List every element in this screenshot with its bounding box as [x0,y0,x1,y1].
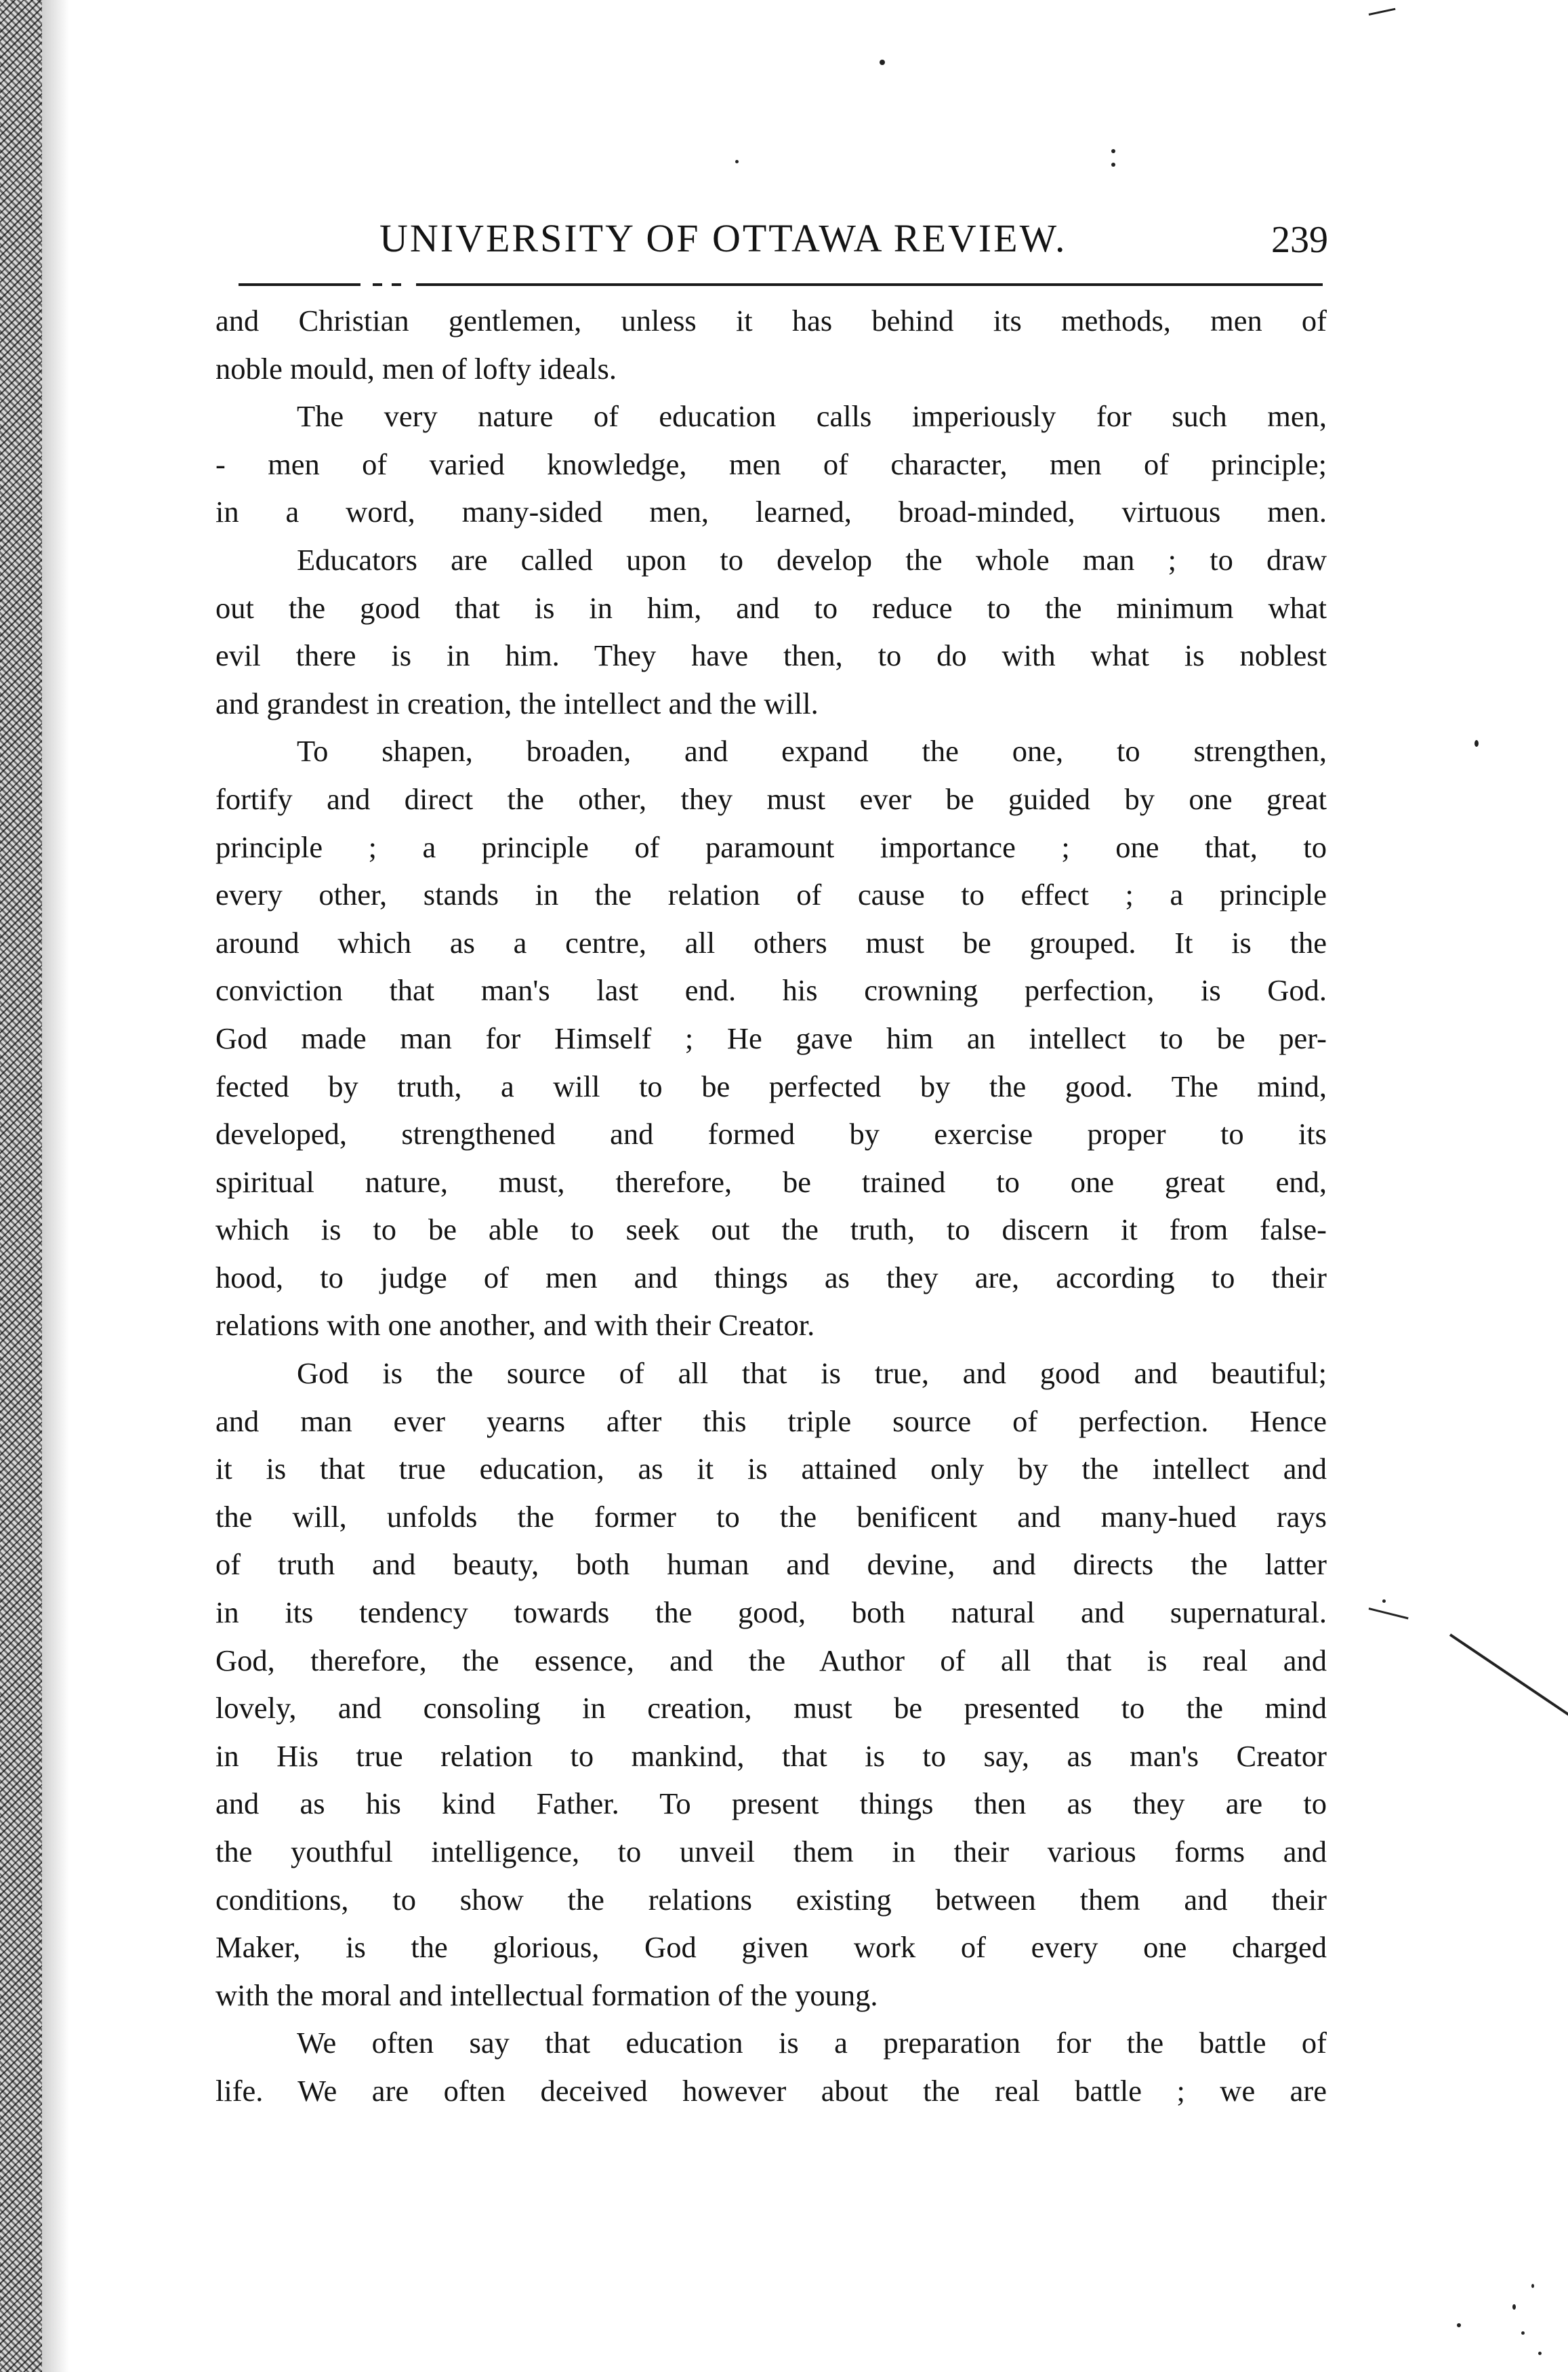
paragraph [215,727,1327,1349]
scan-speck [1474,740,1479,747]
text-line: it is that true education, as it is attained only by the intellect and [215,1452,1327,1486]
text-line: evil there is in him. They have then, to do with what is noblest [215,638,1327,673]
text-line: out the good that is in him, and to reduce to the minimum what [215,590,1327,625]
text-line: - men of varied knowledge, men of character, men of principle; [215,447,1327,481]
paragraph [215,297,1327,392]
paragraph [215,536,1327,727]
binding-shadow [42,0,69,2372]
text-line: developed, strengthened and formed by exercise proper to its [215,1117,1327,1151]
running-title: UNIVERSITY OF OTTAWA REVIEW. [379,216,1067,260]
scan-stroke [1369,1608,1409,1619]
text-line: fortify and direct the other, they must ever be guided by one great [215,781,1327,816]
scan-speck [1521,2331,1525,2335]
text-line: Maker, is the glorious, God given work of every one charged [215,1930,1327,1965]
paragraph [215,2019,1327,2114]
scan-speck [1382,1599,1386,1603]
text-line: lovely, and consoling in creation, must be presented to the mind [215,1691,1327,1725]
paragraph [215,1349,1327,2019]
text-line: conditions, to show the relations existing between them and their [215,1882,1327,1917]
text-line: which is to be able to seek out the truth, to discern it from false- [215,1212,1327,1247]
scan-speck [1512,2304,1516,2310]
text-line: The very nature of education calls imperiously for such men, [297,399,1327,434]
running-header [379,216,1328,270]
paragraph [215,392,1327,536]
text-line: the will, unfolds the former to the benificent and many-hued rays [215,1499,1327,1534]
text-line: and man ever yearns after this triple source of perfection. Hence [215,1404,1327,1438]
scan-speck [1531,2284,1534,2288]
text-line: life. We are often deceived however about the real battle ; we are [215,2073,1327,2108]
text-line: noble mould, men of lofty ideals. [215,351,617,386]
text-line: in its tendency towards the good, both natural and supernatural. [215,1595,1327,1630]
text-line: God is the source of all that is true, and good and beautiful; [297,1356,1327,1391]
text-line: every other, stands in the relation of cause to effect ; a principle [215,878,1327,912]
text-line: hood, to judge of men and things as they are, according to their [215,1260,1327,1294]
text-line: the youthful intelligence, to unveil them in their various forms and [215,1835,1327,1868]
scan-speck [1111,149,1115,153]
text-line: relations with one another, and with their Creator. [215,1308,815,1343]
text-line: spiritual nature, must, therefore, be trained to one great end, [215,1164,1327,1199]
text-line: fected by truth, a will to be perfected by the good. The mind, [215,1069,1327,1103]
header-rule [239,283,1323,286]
page-number: 239 [1271,219,1328,261]
body-text [215,297,1327,2115]
text-line: in His true relation to mankind, that is to say, as man's Creator [215,1738,1327,1773]
scan-speck [735,160,739,163]
text-line: We often say that education is a preparation for the battle of [297,2026,1327,2060]
text-line: God, therefore, the essence, and the Author of all that is real and [215,1643,1327,1677]
text-line: To shapen, broaden, and expand the one, to strengthen, [297,734,1327,769]
text-line: of truth and beauty, both human and devine, and directs the latter [215,1547,1327,1582]
text-line: with the moral and intellectual formation of the young. [215,1978,878,2012]
text-line: around which as a centre, all others must be grouped. It is the [215,925,1327,960]
scan-stroke [1449,1633,1568,1717]
scan-speck [880,60,885,65]
text-line: and as his kind Father. To present things then as they are to [215,1786,1327,1821]
text-line: God made man for Himself ; He gave him an intellect to be per- [215,1021,1327,1055]
text-line: principle ; a principle of paramount importance ; one that, to [215,830,1327,864]
binding-edge [0,0,42,2372]
text-line: Educators are called upon to develop the whole man ; to draw [297,542,1327,577]
text-line: in a word, many-sided men, learned, broad-minded, virtuous men. [215,495,1327,529]
text-line: conviction that man's last end. his crowning perfection, is God. [215,973,1327,1008]
text-line: and Christian gentlemen, unless it has behind its methods, men of [215,304,1327,338]
scan-speck [1457,2323,1461,2327]
text-line: and grandest in creation, the intellect and the will. [215,686,819,720]
scan-stroke [1369,8,1396,16]
scan-speck [1111,163,1115,167]
scan-speck [1538,2352,1542,2355]
